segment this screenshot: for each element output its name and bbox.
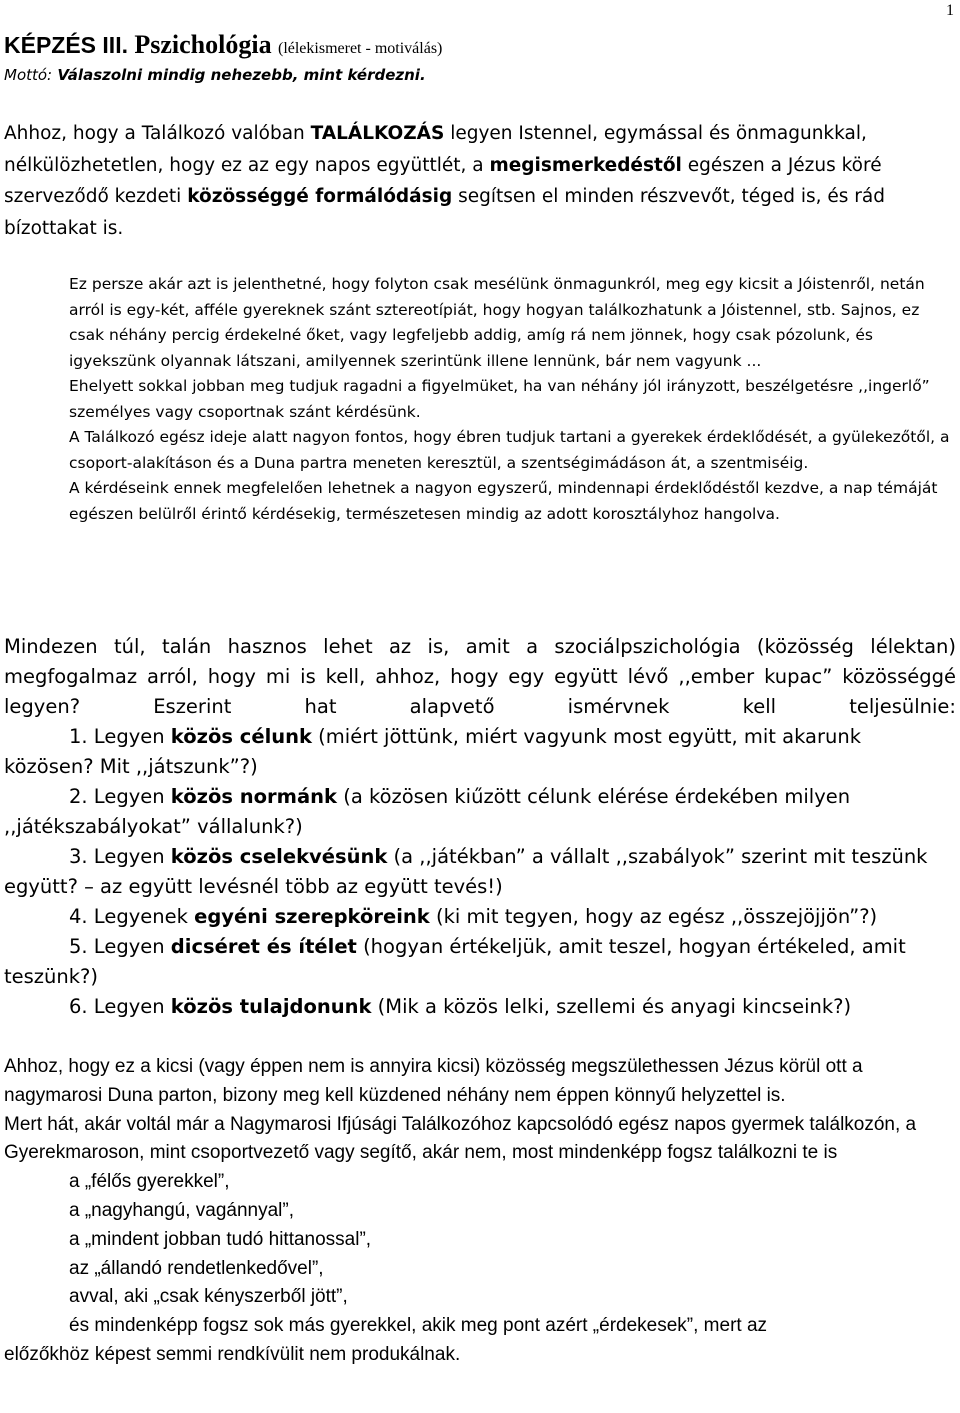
child-type-item: a „félős gyerekkel”, [69,1171,230,1193]
intro-text: Ahhoz, hogy a Találkozó valóban [4,123,311,144]
item-text: (a közösen kiűzött célunk elérése érdekében milyen ,,játékszabályokat” vállalunk?) [4,785,851,838]
child-type-item: a „mindent jobban tudó hittanossal”, [69,1228,372,1250]
item-text: (hogyan értékeljük, amit teszel, hogyan értékeled, amit teszünk?) [4,935,906,988]
criteria-item [4,992,956,1022]
criteria-item [4,932,956,992]
item-number: 3. Legyen [69,845,171,868]
item-number: 6. Legyen [69,995,171,1018]
item-number: 4. Legyenek [69,905,195,928]
criteria-section [4,632,956,1022]
inset-paragraph: Ez persze akár azt is jelenthetné, hogy folyton csak mesélünk önmagunkról, meg egy kicsit a Jóistenről, netán arról is egy-két, afféle gyereknek szánt sztereotípiát, hogy hogyan találkozhatunk a Jóistennel, stb. Sajnos, ez csak néhány percig érdekelné őket, vagy legfeljebb addig, amíg rá nem jönnek, hogy csak pózolunk, és igyekszünk olyannak látszani, amilyennek szerintünk illene lennünk, bár nem vagyunk ... [69,275,925,370]
child-type-item: az „állandó rendetlenkedővel”, [69,1257,324,1279]
criteria-item [4,722,956,782]
criteria-item [4,782,956,842]
closing-section [4,1053,956,1370]
item-text: (Mik a közös lelki, szellemi és anyagi kincseink?) [371,995,852,1018]
item-number: 1. Legyen [69,725,171,748]
item-text: (a ,,játékban” a vállalt ,,szabályok” szerint mit teszünk együtt? – az együtt levésnél több az együtt tevés!) [4,845,928,898]
closing-last-line-cont: előzőkhöz képest semmi rendkívülit nem produkálnak. [4,1343,461,1365]
inset-paragraph: A Találkozó egész ideje alatt nagyon fontos, hogy ébren tudjuk tartani a gyerekek érdeklődését, a gyülekezőtől, a csoport-alakításon és a Duna partra meneten keresztül, a szentségimádáson át, a szentmiséig. [69,428,950,472]
intro-bold-talalkozas: TALÁLKOZÁS [310,123,445,144]
child-type-item: avval, aki „csak kényszerből jött”, [69,1286,348,1308]
intro-bold-kozosseg: közösséggé formálódásig [187,186,453,207]
indented-block [69,272,954,527]
inset-paragraph: A kérdéseink ennek megfelelően lehetnek a nagyon egyszerű, mindennapi érdeklődéstől kezdve, a nap témáját egészen belülről érintő kérdésekig, természetesen mindig az adott korosztályhoz hangolva. [69,479,938,523]
item-text: (ki mit tegyen, hogy az egész ,,összejöjjön”?) [429,905,878,928]
intro-text: segítsen el minden részvevőt, téged is, és rád bízottakat is. [4,186,885,239]
intro-text: legyen Istennel, egymással és önmagunkkal, nélkülözhetetlen, hogy ez az egy napos együttlét, a [4,123,867,176]
item-text: (miért jöttünk, miért vagyunk most együtt, mit akarunk közösen? Mit ,,játszunk”?) [4,725,862,778]
page-number: 1 [946,2,954,19]
child-type-item: a „nagyhangú, vagánnyal”, [69,1199,294,1221]
criteria-intro: Mindezen túl, talán hasznos lehet az is, amit a szociálpszichológia (közösség lélektan) megfogalmaz arról, hogy mi is kell, ahhoz, hogy egy együtt lévő ,,ember kupac” közösséggé legyen? Eszerint hat alapvető ismérvnek kell teljesülnie: [4,635,956,718]
item-number: 5. Legyen [69,935,171,958]
closing-paragraph: Ahhoz, hogy ez a kicsi (vagy éppen nem is annyira kicsi) közösség megszülethessen Jézus körül ott a nagymarosi Duna parton, bizony meg kell küzdened néhány nem éppen könnyű helyzettel is. [4,1056,863,1106]
item-keyword: egyéni szerepköreink [194,905,430,928]
criteria-item [4,902,956,932]
heading-subtitle: (lélekismeret - motiválás) [277,40,443,57]
motto-label: Mottó: [4,66,53,84]
motto [4,66,426,84]
item-keyword: dicséret és ítélet [170,935,357,958]
criteria-item [4,842,956,902]
item-keyword: közös tulajdonunk [170,995,372,1018]
item-keyword: közös célunk [170,725,312,748]
motto-text: Válaszolni mindig nehezebb, mint kérdezni. [57,66,426,84]
intro-text: egészen a Jézus köré szerveződő kezdeti [4,154,882,207]
closing-paragraph: Mert hát, akár voltál már a Nagymarosi Ifjúsági Találkozóhoz kapcsolódó egész napos gyermek találkozón, a Gyerekmaroson, mint csoportvezető vagy segítő, akár nem, most mindenképp fogsz találkozni te is [4,1113,917,1164]
heading-subject: Pszichológia [134,30,272,59]
item-keyword: közös normánk [170,785,338,808]
item-keyword: közös cselekvésünk [170,845,388,868]
item-number: 2. Legyen [69,785,171,808]
document-heading [4,30,442,60]
intro-bold-megismerkedes: megismerkedéstől [489,154,682,176]
inset-paragraph: Ehelyett sokkal jobban meg tudjuk ragadni a figyelmüket, ha van néhány jól irányzott, beszélgetésre ,,ingerlő” személyes vagy csoportnak szánt kérdésünk. [69,377,930,421]
heading-course: KÉPZÉS III. [4,32,128,58]
intro-paragraph [4,118,954,244]
closing-last-line: és mindenképp fogsz sok más gyerekkel, akik meg pont azért „érdekesek”, mert az [69,1315,768,1337]
